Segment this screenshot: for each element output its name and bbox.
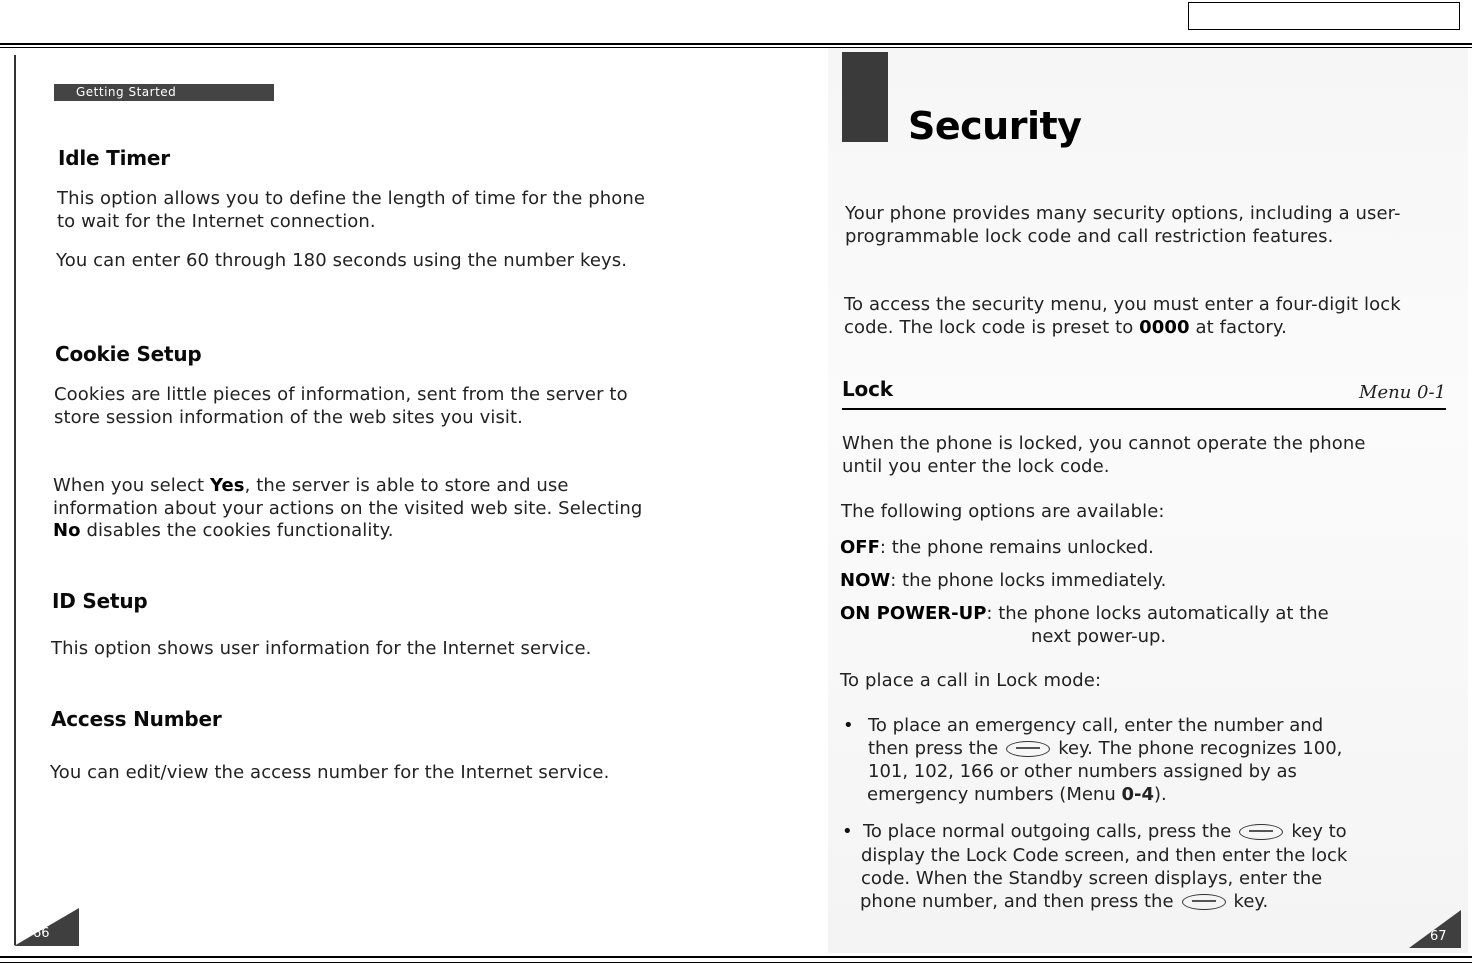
page-number-right: 67 bbox=[1430, 929, 1447, 944]
no-keyword: No bbox=[53, 520, 81, 541]
bullet-2-line-2: display the Lock Code screen, and then enter the lock bbox=[861, 845, 1348, 866]
heading-access-number: Access Number bbox=[51, 707, 222, 731]
bullet-1-line-3: 101, 102, 166 or other numbers assigned by as bbox=[868, 761, 1297, 782]
top-rule bbox=[0, 43, 1472, 45]
send-key-icon bbox=[1006, 741, 1050, 757]
bullet-2-line-3: code. When the Standby screen displays, enter the bbox=[861, 868, 1323, 889]
bullet-1-marker: • bbox=[843, 715, 854, 736]
chapter-title: Security bbox=[908, 104, 1082, 148]
bottom-rule-thin bbox=[0, 962, 1472, 963]
send-key-icon bbox=[1182, 894, 1226, 910]
id-setup-p1: This option shows user information for the Internet service. bbox=[51, 638, 592, 659]
cookie-setup-p2: When you select Yes, the server is able to store and use information about your actions on the visited web site. Selecting No disables the cookies functionality. bbox=[53, 475, 643, 541]
heading-cookie-setup: Cookie Setup bbox=[55, 342, 202, 366]
option-on-power-up-cont: next power-up. bbox=[1031, 626, 1167, 647]
idle-timer-p1: This option allows you to define the length of time for the phone to wait for the Internet connection. bbox=[57, 188, 646, 232]
option-off: OFF: the phone remains unlocked. bbox=[840, 537, 1154, 558]
bullet-1-line-4: emergency numbers (Menu 0-4). bbox=[867, 784, 1167, 805]
bullet-1-line-1: To place an emergency call, enter the number and bbox=[868, 715, 1324, 736]
bullet-2-line-4: phone number, and then press the key. bbox=[860, 891, 1269, 912]
heading-id-setup: ID Setup bbox=[52, 589, 148, 613]
bullet-2-line-1: To place normal outgoing calls, press the key to bbox=[863, 821, 1347, 842]
option-now: NOW: the phone locks immediately. bbox=[840, 570, 1167, 591]
option-on-power-up: ON POWER-UP: the phone locks automatically at the bbox=[840, 603, 1329, 624]
page-number-left: 66 bbox=[33, 926, 50, 941]
security-access: To access the security menu, you must enter a four-digit lock code. The lock code is preset to 0000 at factory. bbox=[844, 294, 1401, 338]
access-number-p1: You can edit/view the access number for the Internet service. bbox=[50, 762, 610, 783]
lock-rule bbox=[842, 408, 1446, 410]
lock-mode-intro: To place a call in Lock mode: bbox=[840, 670, 1102, 691]
heading-idle-timer: Idle Timer bbox=[58, 146, 170, 170]
lock-description: When the phone is locked, you cannot operate the phone until you enter the lock code. bbox=[842, 433, 1366, 477]
section-tab: Getting Started bbox=[54, 84, 274, 101]
bottom-rule bbox=[0, 956, 1472, 958]
cookie-setup-p1: Cookies are little pieces of information, sent from the server to store session information of the web sites you visit. bbox=[54, 384, 628, 428]
lock-code-default: 0000 bbox=[1139, 316, 1190, 338]
idle-timer-p2: You can enter 60 through 180 seconds using the number keys. bbox=[56, 250, 628, 271]
yes-keyword: Yes bbox=[210, 475, 245, 496]
chapter-bar bbox=[842, 52, 888, 142]
lock-menu-reference: Menu 0-1 bbox=[1359, 382, 1446, 403]
security-intro: Your phone provides many security options, including a user-programmable lock code and call restriction features. bbox=[845, 203, 1401, 247]
bullet-1-line-2: then press the key. The phone recognizes 100, bbox=[868, 738, 1343, 759]
options-intro: The following options are available: bbox=[841, 501, 1165, 522]
left-page-edge bbox=[14, 55, 16, 945]
bullet-2-marker: • bbox=[842, 821, 853, 842]
send-key-icon bbox=[1239, 824, 1283, 840]
header-box bbox=[1188, 2, 1460, 30]
heading-lock: Lock bbox=[842, 377, 893, 401]
